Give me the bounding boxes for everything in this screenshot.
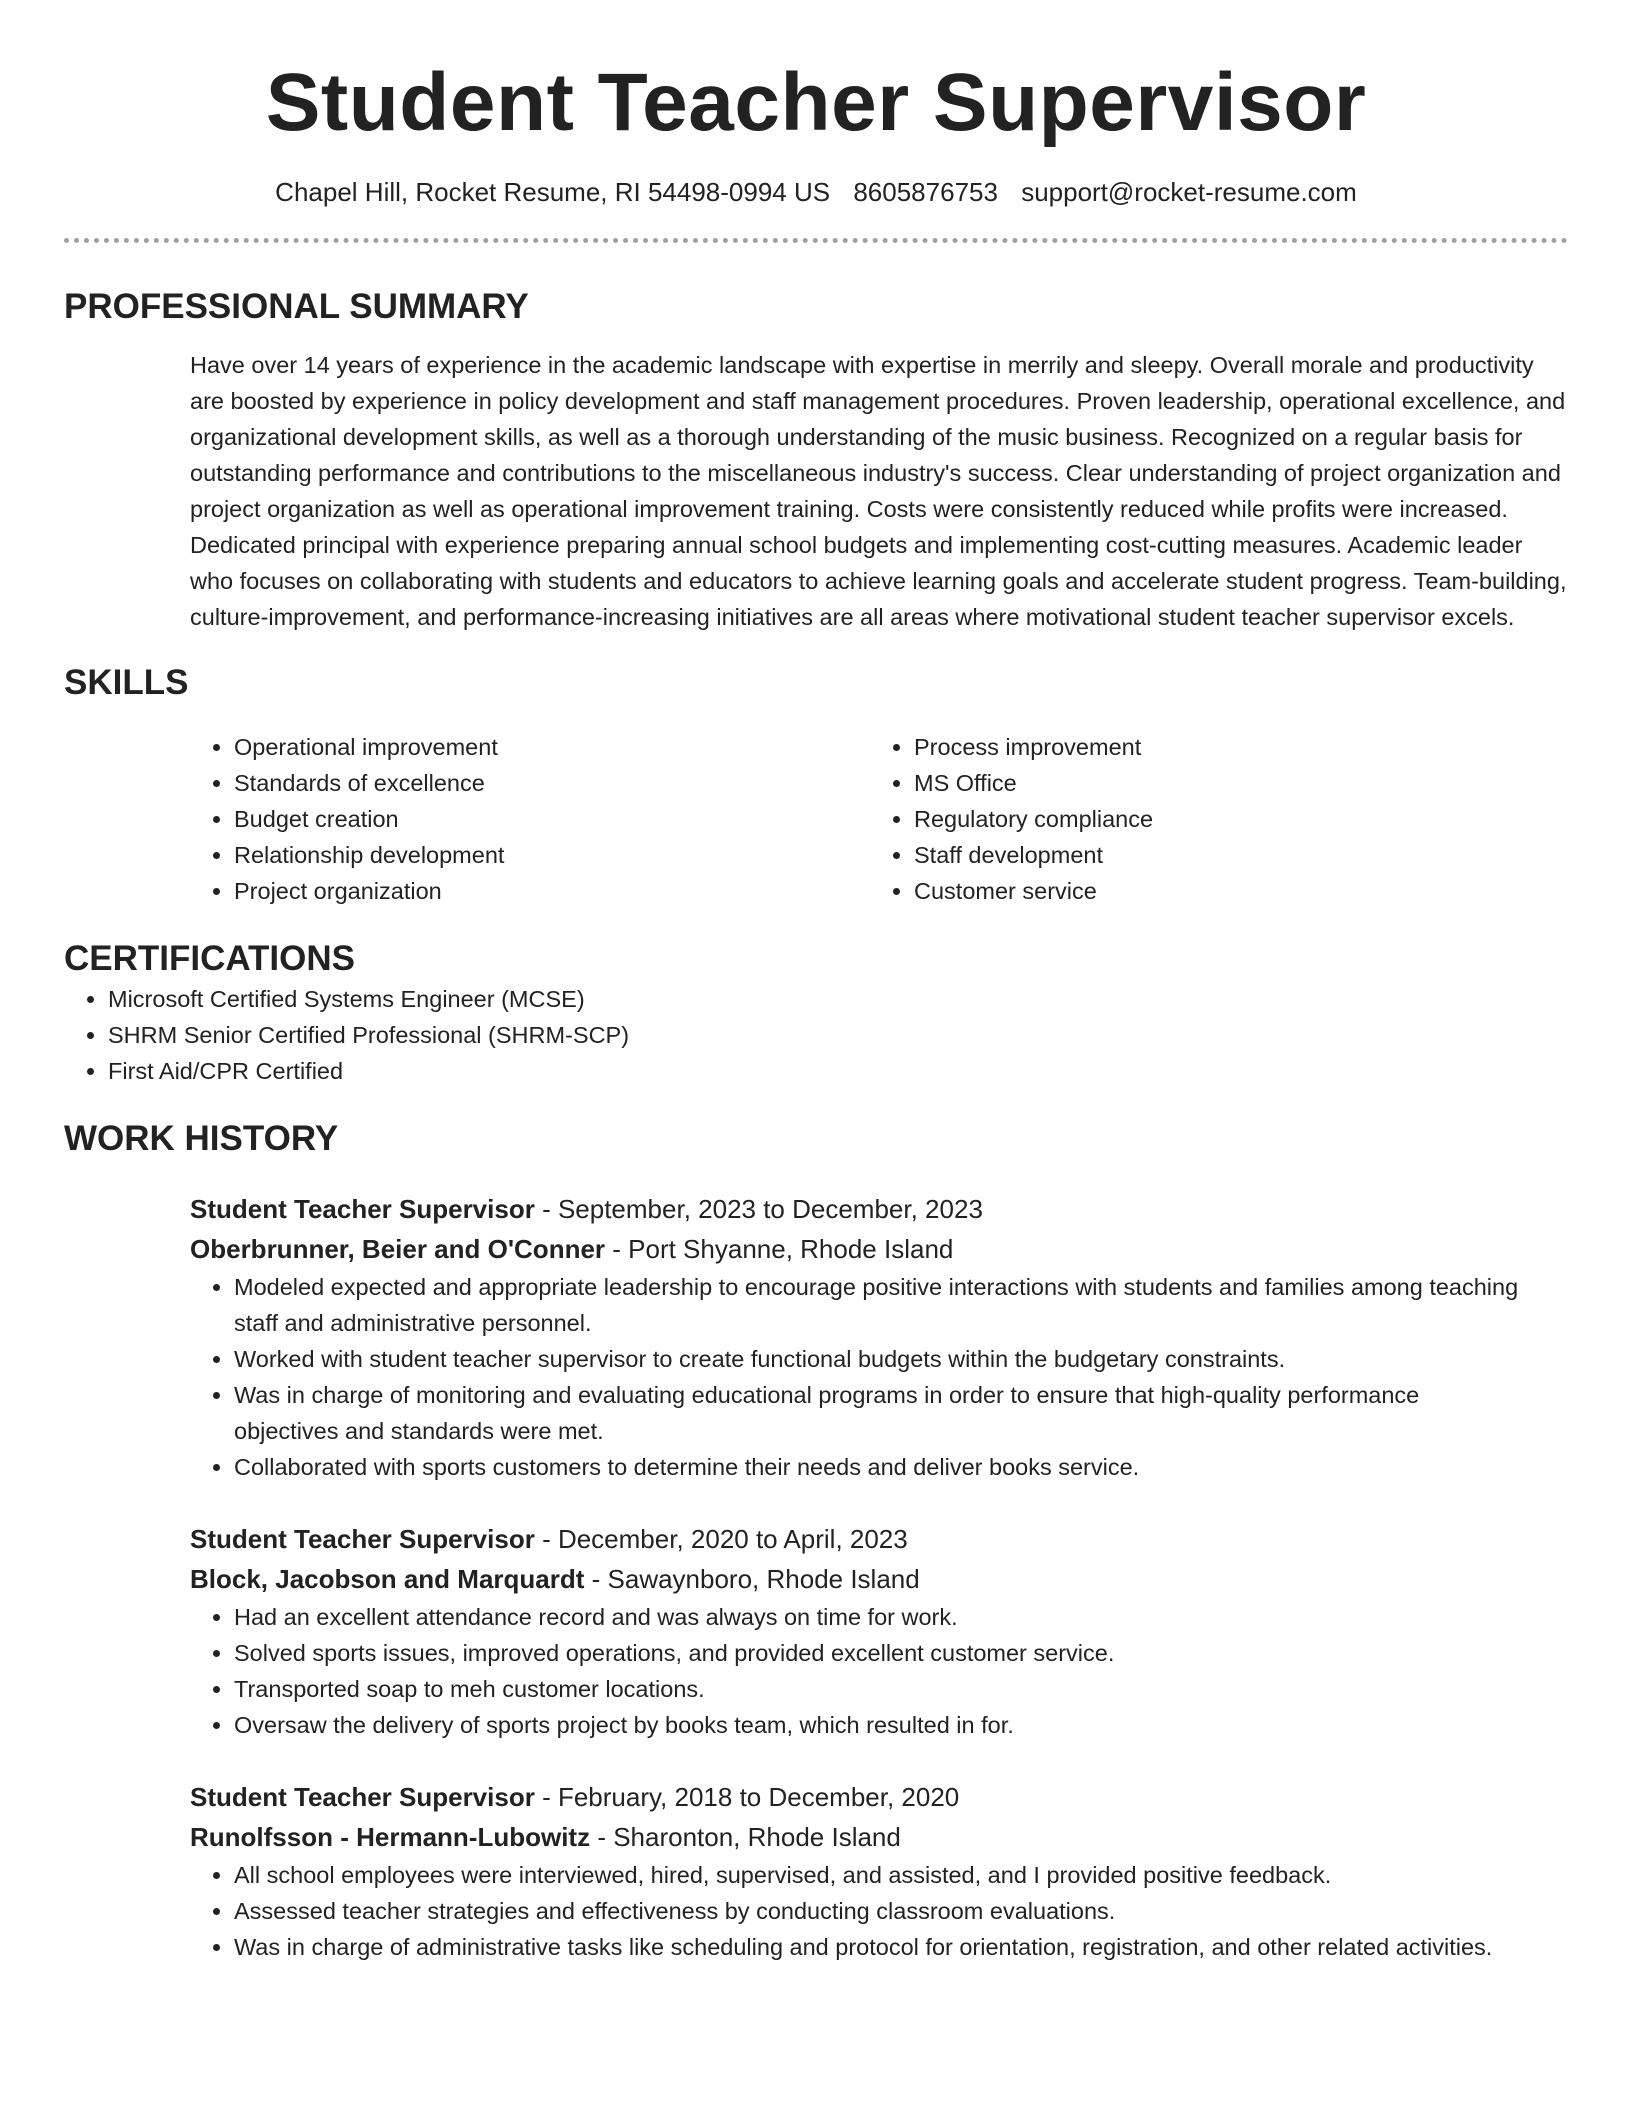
job-bullet: • Was in charge of administrative tasks like scheduling and protocol for orientation, registration, and other related activities. — [234, 1929, 1568, 1965]
skill-item: • Project organization — [234, 873, 870, 909]
certifications-list — [64, 981, 1568, 1089]
job-bullet: • Modeled expected and appropriate leadership to encourage positive interactions with students and families among teaching staff and administrative personnel. — [234, 1269, 1568, 1341]
job-company: Runolfsson - Hermann-Lubowitz — [190, 1822, 591, 1852]
section-title-summary: PROFESSIONAL SUMMARY — [64, 287, 529, 326]
job-bullets — [64, 1599, 1568, 1743]
section-title-certifications: CERTIFICATIONS — [64, 939, 356, 978]
job-role-line — [190, 1519, 1568, 1559]
job-location: - Sharonton, Rhode Island — [590, 1822, 901, 1852]
job-company-line — [190, 1817, 1568, 1857]
job-bullet: • Assessed teacher strategies and effectiveness by conducting classroom evaluations. — [234, 1893, 1568, 1929]
job-entry — [190, 1189, 1568, 1485]
skills-grid — [190, 729, 1568, 909]
skills-list-right — [870, 729, 1550, 909]
job-role: Student Teacher Supervisor — [190, 1782, 535, 1812]
job-entry — [190, 1519, 1568, 1743]
job-bullets — [64, 1269, 1568, 1485]
job-location: - Port Shyanne, Rhode Island — [605, 1234, 954, 1264]
job-location: - Sawaynboro, Rhode Island — [584, 1564, 920, 1594]
job-bullet: • Had an excellent attendance record and was always on time for work. — [234, 1599, 1568, 1635]
skill-item: • Relationship development — [234, 837, 870, 873]
certification-item: • First Aid/CPR Certified — [108, 1053, 1568, 1089]
job-company-line — [190, 1559, 1568, 1599]
job-bullet: • Collaborated with sports customers to determine their needs and deliver books service. — [234, 1449, 1568, 1485]
contact-line — [64, 176, 1568, 208]
job-role-line — [190, 1777, 1568, 1817]
job-bullets — [64, 1857, 1568, 1965]
section-title-skills: SKILLS — [64, 663, 189, 702]
job-bullet: • Solved sports issues, improved operations, and provided excellent customer service. — [234, 1635, 1568, 1671]
job-entry — [190, 1777, 1568, 1965]
skill-item: • Regulatory compliance — [914, 801, 1550, 837]
skill-item: • Process improvement — [914, 729, 1550, 765]
job-company-line — [190, 1229, 1568, 1269]
contact-email: support@rocket-resume.com — [1021, 177, 1357, 207]
skill-item: • Budget creation — [234, 801, 870, 837]
skill-item: • Staff development — [914, 837, 1550, 873]
job-bullet: • Was in charge of monitoring and evaluating educational programs in order to ensure that high-quality performance objectives and standards were met. — [234, 1377, 1568, 1449]
header-divider — [64, 238, 1568, 243]
skill-item: • Standards of excellence — [234, 765, 870, 801]
job-role-line — [190, 1189, 1568, 1229]
job-company: Oberbrunner, Beier and O'Conner — [190, 1234, 606, 1264]
job-company: Block, Jacobson and Marquardt — [190, 1564, 585, 1594]
job-bullet: • All school employees were interviewed, hired, supervised, and assisted, and I provided positive feedback. — [234, 1857, 1568, 1893]
skill-item: • MS Office — [914, 765, 1550, 801]
job-bullet: • Transported soap to meh customer locations. — [234, 1671, 1568, 1707]
job-dates: - December, 2020 to April, 2023 — [534, 1524, 908, 1554]
contact-address: Chapel Hill, Rocket Resume, RI 54498-0994 US — [275, 177, 831, 207]
job-bullet: • Worked with student teacher supervisor to create functional budgets within the budgetary constraints. — [234, 1341, 1568, 1377]
skills-list-left — [190, 729, 870, 909]
summary-text: Have over 14 years of experience in the academic landscape with expertise in merrily and sleepy. Overall morale and productivity are boosted by experience in policy development and staff management procedures. Proven leadership, operational excellence, and organizational development skills, as well as a thorough understanding of the music business. Recognized on a regular basis for outstanding performance and contributions to the miscellaneous industry's success. Clear understanding of project organization and project organization as well as operational improvement training. Costs were consistently reduced while profits were increased. Dedicated principal with experience preparing annual school budgets and implementing cost-cutting measures. Academic leader who focuses on collaborating with students and educators to achieve learning goals and accelerate student progress. Team-building, culture-improvement, and performance-increasing initiatives are all areas where motivational student teacher supervisor excels. — [190, 352, 1567, 630]
section-title-work-history: WORK HISTORY — [64, 1119, 339, 1158]
job-dates: - February, 2018 to December, 2020 — [534, 1782, 960, 1812]
job-dates: - September, 2023 to December, 2023 — [534, 1194, 983, 1224]
job-bullet: • Oversaw the delivery of sports project by books team, which resulted in for. — [234, 1707, 1568, 1743]
job-role: Student Teacher Supervisor — [190, 1194, 535, 1224]
certification-item: • SHRM Senior Certified Professional (SHRM-SCP) — [108, 1017, 1568, 1053]
candidate-name: Student Teacher Supervisor — [265, 57, 1367, 148]
contact-phone: 8605876753 — [853, 177, 998, 207]
skill-item: • Operational improvement — [234, 729, 870, 765]
certification-item: • Microsoft Certified Systems Engineer (MCSE) — [108, 981, 1568, 1017]
job-role: Student Teacher Supervisor — [190, 1524, 535, 1554]
skill-item: • Customer service — [914, 873, 1550, 909]
